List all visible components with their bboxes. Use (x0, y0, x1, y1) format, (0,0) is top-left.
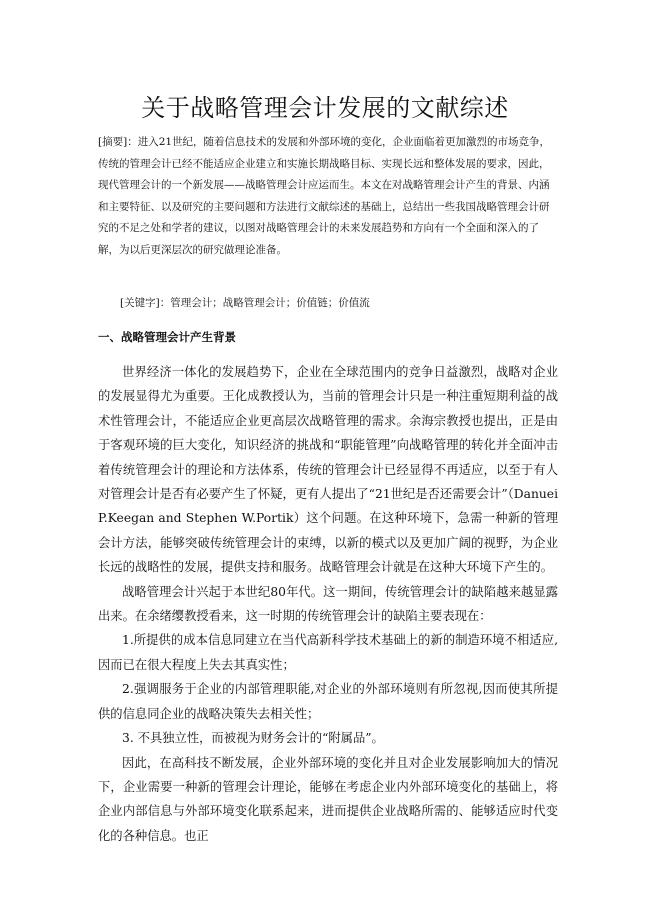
list-item-2: 2.强调服务于企业的内部管理职能,对企业的外部环境则有所忽视,因而使其所提供的信息同企业的战略决策失去相关性； (98, 682, 558, 721)
body-paragraph: 因此，在高科技不断发展，企业外部环境的变化并且对企业发展影响加大的情况下，企业需要一种新的管理会计理论，能够在考虑企业内外部环境变化的基础上，将企业内部信息与外部环境变化联系起来，进而提供企业战略所需的、能够适应时代变化的各种信息。也正 (98, 755, 558, 843)
abstract-paragraph: [摘要]：进入21世纪，随着信息技术的发展和外部环境的变化，企业面临着更加激烈的市场竞争，传统的管理会计已经不能适应企业建立和实施长期战略目标、实现长远和整体发展的要求，因此，现代管理会计的一个新发展——战略管理会计应运而生。本文在对战略管理会计产生的背景、内涵和主要特征、以及研究的主要问题和方法进行文献综述的基础上，总结出一些我国战略管理会计研究的不足之处和学者的建议，以图对战略管理会计的未来发展趋势和方向有一个全面和深入的了解，为以后更深层次的研究做理论准备。 (98, 136, 551, 256)
list-item-3: 3. 不具独立性，而被视为财务会计的“附属品”。 (122, 731, 384, 746)
document-title: 关于战略管理会计发展的文献综述 (141, 94, 509, 122)
keywords-line: [关键字]：管理会计；战略管理会计；价值链；价值流 (120, 297, 370, 309)
list-item-1: 1.所提供的成本信息同建立在当代高新科学技术基础上的新的制造环境不相适应,因而已在很大程度上失去其真实性； (98, 633, 558, 672)
body-paragraph: 世界经济一体化的发展趋势下，企业在全球范围内的竞争日益激烈，战略对企业的发展显得尤为重要。王化成教授认为，当前的管理会计只是一种注重短期利益的战术性管理会计，不能适应企业更高层次战略管理的需求。余海宗教授也提出，正是由于客观环境的巨大变化，知识经济的挑战和“职能管理”向战略管理的转化并全面冲击着传统管理会计的理论和方法体系，传统的管理会计已经显得不再适应，以至于有人对管理会计是否有必要产生了怀疑，更有人提出了“21世纪是否还需要会计”（Danuei P.Keegan and Stephen W.Portik）这个问题。在这种环境下，急需一种新的管理会计方法，能够突破传统管理会计的束缚，以新的模式以及更加广阔的视野，为企业长远的战略性的发展，提供支持和服务。战略管理会计就是在这种大环境下产生的。 (98, 365, 558, 575)
section-body (98, 360, 558, 848)
body-paragraph: 战略管理会计兴起于本世纪80年代。这一期间，传统管理会计的缺陷越来越显露出来。在余绪缨教授看来，这一时期的传统管理会计的缺陷主要表现在： (98, 584, 558, 624)
section-heading-background: 一、战略管理会计产生背景 (98, 330, 236, 344)
